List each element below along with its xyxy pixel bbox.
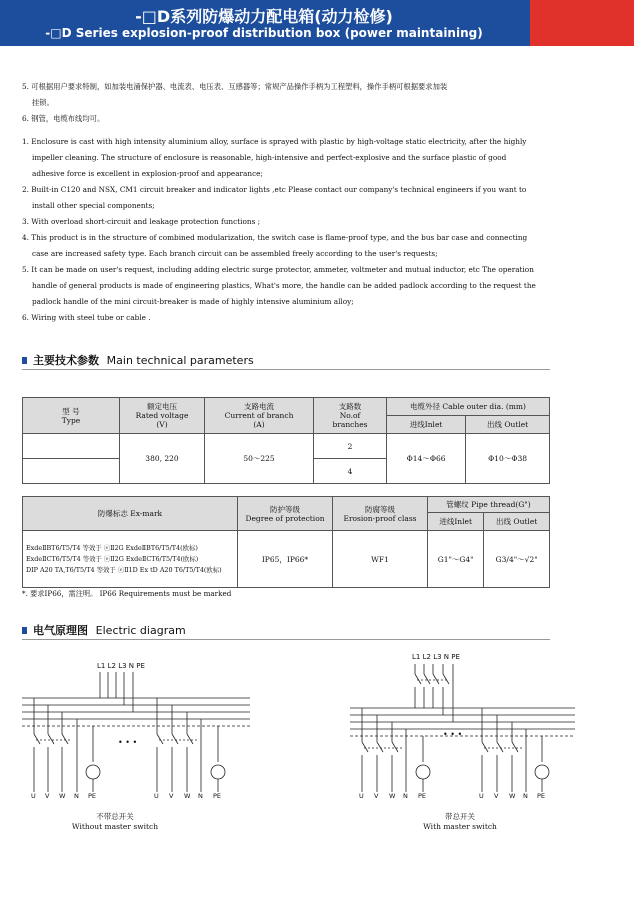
th-protection: 防护等级 Degree of protection (238, 497, 333, 531)
th-current: 支路电流 Current of branch (A) (205, 398, 314, 434)
cell-voltage: 380, 220 (120, 434, 205, 484)
feature-4: 4. This product is in the structure of combined modularization, the switch case is flame-proof type, and the bus bar case and connecting (22, 233, 528, 242)
spec-table-1 (22, 397, 550, 484)
bus-labels-right: L1 L2 L3 N PE (412, 653, 460, 661)
th-pipe-inlet: 进线Inlet (428, 513, 484, 531)
feature-2: 2. Built-in C120 and NSX, CM1 circuit breaker and indicator lights ,etc Please contact our company's technical engineers if you want to (22, 185, 527, 194)
feature-1-cont2: adhesive force is excellent in explosion-proof and appearance; (32, 169, 263, 178)
feature-1: 1. Enclosure is cast with high intensity aluminium alloy, surface is sprayed with plastic by high-voltage static electricity, after the highly (22, 137, 527, 146)
cell-protection: IP65，IP66* (238, 531, 333, 588)
caption-without-master-switch: 不带总开关 Without master switch (71, 812, 159, 831)
th-type: 型 号 Type (23, 398, 120, 434)
feature-4-cont: case are increased safety type. Each branch circuit can be assembled freely according to the user's requests; (32, 249, 438, 258)
th-cable-inlet: 进线Inlet (387, 416, 466, 434)
cell-outlet: Φ10～Φ38 (466, 434, 550, 484)
terminal-labels-right: U V W N PE U V W N PE (359, 792, 546, 800)
caption-with-master-switch: 带总开关 With master switch (423, 812, 497, 831)
section-marker-diagram (22, 627, 27, 634)
section-rule-diagram (22, 639, 550, 640)
section-title-params: 主要技术参数 Main technical parameters (33, 354, 254, 367)
section-rule-params (22, 369, 550, 370)
feature-5: 5. It can be made on user's request, including adding electric surge protector, ammeter, voltmeter and mutual inductor, etc The operation (22, 265, 534, 274)
th-voltage: 额定电压 Rated voltage (V) (120, 398, 205, 434)
cell-erosion: WF1 (333, 531, 428, 588)
cell-type-2 (23, 459, 120, 484)
cn-note-6: 6. 钢管，电缆布线均可。 (22, 114, 105, 123)
section-marker-params (22, 357, 27, 364)
th-cable-dia: 电缆外径 Cable outer dia. (mm) (387, 398, 550, 416)
feature-2-cont: install other special components; (32, 201, 155, 210)
feature-1-cont: impeller cleaning. The structure of enclosure is reasonable, high-intensive and perfect-explosive and the surface plastic of good (32, 153, 507, 162)
cell-inlet: Φ14～Φ66 (387, 434, 466, 484)
section-title-diagram: 电气原理图 Electric diagram (33, 624, 186, 637)
th-pipe-outlet: 出线 Outlet (484, 513, 550, 531)
page-subtitle: -□D Series explosion-proof distribution box (power maintaining) (45, 26, 483, 40)
bus-labels-left: L1 L2 L3 N PE (97, 662, 145, 670)
th-exmark: 防爆标志 Ex-mark (23, 497, 238, 531)
spec-table-2 (22, 496, 550, 588)
branch-dots-right: • • • (443, 730, 463, 739)
feature-5-cont2: padlock handle of the mini circuit-breaker is made of highly intensive aluminium alloy; (32, 297, 354, 306)
cell-type (23, 434, 120, 459)
cell-branches-2: 2 (314, 434, 387, 459)
feature-3: 3. With overload short-circuit and leakage protection functions ; (22, 217, 261, 226)
branch-dots-left: • • • (118, 738, 138, 747)
feature-6: 6. Wiring with steel tube or cable . (22, 313, 151, 322)
cell-pipe-outlet: G3/4"～√2" (484, 531, 550, 588)
cn-note-5: 5. 可根据用户要求特制，如加装电涌保护器、电流表、电压表、互感器等；常规产品操作手柄为工程塑料，操作手柄可根据要求加装 (22, 82, 448, 91)
terminal-labels-left: U V W N PE U V W N PE (31, 792, 222, 800)
header-accent-block (530, 0, 634, 46)
footnote: *. 要求IP66，需注明。 IP66 Requirements must be marked (22, 589, 232, 598)
cell-exmarks: ExdeⅡBT6/T5/T4 等效于 ⓔⅡ2G ExdeⅡBT6/T5/T4(欧标) ExdeⅡCT6/T5/T4 等效于 ⓔⅡ2G ExdeⅡCT6/T5/T4(欧标) DIP A20 TA,T6/T5/T4 等效于 ⓔⅡ1D Ex tD A20 T6/T5/T4(欧标) (23, 531, 238, 588)
page-title: -□D系列防爆动力配电箱(动力检修) (135, 7, 393, 26)
th-branches: 支路数 No.of branches (314, 398, 387, 434)
cell-pipe-inlet: G1"～G4" (428, 531, 484, 588)
feature-5-cont: handle of general products is made of engineering plastics, What's more, the handle can be added padlock according to the request the (32, 281, 536, 290)
cell-branches-4: 4 (314, 459, 387, 484)
th-pipe-thread: 管螺纹 Pipe thread(G") (428, 497, 550, 513)
th-cable-outlet: 出线 Outlet (466, 416, 550, 434)
cn-note-5-cont: 挂锁。 (32, 98, 54, 107)
cell-current: 50～225 (205, 434, 314, 484)
th-erosion: 防腐等级 Erosion-proof class (333, 497, 428, 531)
